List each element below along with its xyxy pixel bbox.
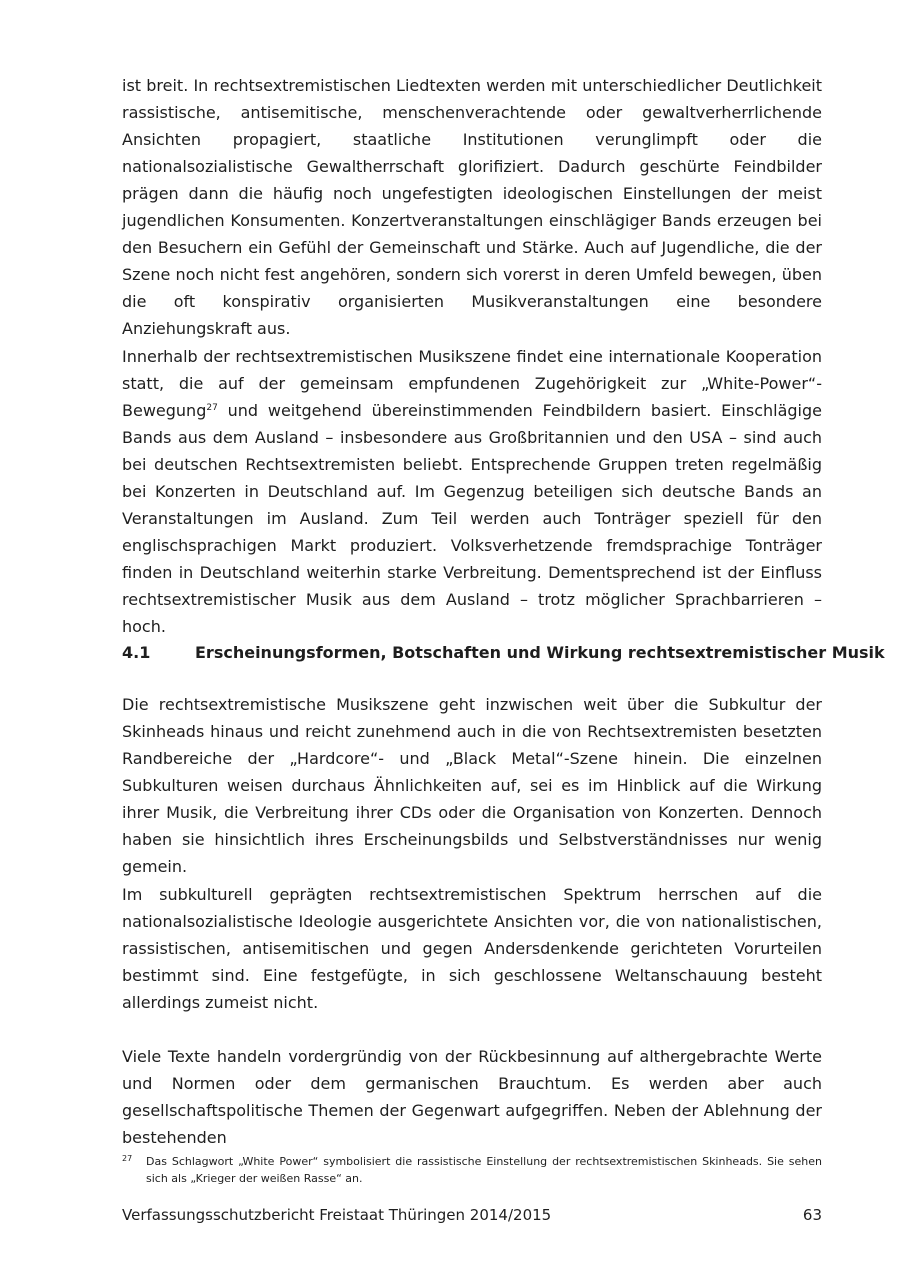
- paragraph-2-part-b: und weitgehend übereinstimmenden Feindbildern basiert. Einschlägige Bands aus dem Ausland – insbesondere aus Großbritannien und den USA – sind auch bei deutschen Rechtsextremisten beliebt. Entsprechende Gruppen treten regelmäßig bei Konzerten in Deutschland auf. Im Gegenzug beteiligen sich deutsche Bands an Veranstaltungen im Ausland. Zum Teil werden auch Tonträger speziell für den englischsprachigen Markt produziert. Volksverhetzende fremdsprachige Tonträger finden in Deutschland weiterhin starke Verbreitung. Dementsprechend ist der Einfluss rechtsextremistischer Musik aus dem Ausland – trotz möglicher Sprachbarrieren – hoch.: [122, 401, 822, 636]
- footnote-reference: 27: [206, 403, 218, 413]
- section-number: 4.1: [122, 643, 151, 662]
- page-number: 63: [802, 1206, 822, 1224]
- section-title: Erscheinungsformen, Botschaften und Wirkung rechtsextremistischer Musik: [195, 643, 885, 662]
- section-heading: [122, 639, 885, 666]
- footnote-text: Das Schlagwort „White Power“ symbolisiert die rassistische Einstellung der rechtsextremistischen Skinheads. Sie sehen sich als „Krieger der weißen Rasse“ an.: [146, 1155, 822, 1185]
- footnote-mark: 27: [122, 1154, 133, 1163]
- paragraph-5: Viele Texte handeln vordergründig von der Rückbesinnung auf althergebrachte Werte und Normen oder dem germanischen Brauchtum. Es werden aber auch gesellschaftspolitische Themen der Gegenwart aufgegriffen. Neben der Ablehnung der bestehenden: [122, 1047, 822, 1147]
- footer-publication: Verfassungsschutzbericht Freistaat Thüringen 2014/2015: [122, 1206, 552, 1224]
- paragraph-3: Die rechtsextremistische Musikszene geht inzwischen weit über die Subkultur der Skinheads hinaus und reicht zunehmend auch in die von Rechtsextremisten besetzten Randbereiche der „Hardcore“- und „Black Metal“-Szene hinein. Die einzelnen Subkulturen weisen durchaus Ähnlichkeiten auf, sei es im Hinblick auf die Wirkung ihrer Musik, die Verbreitung ihrer CDs oder die Organisation von Konzerten. Dennoch haben sie hinsichtlich ihres Erscheinungsbilds und Selbstverständnisses nur wenig gemein.: [122, 695, 822, 876]
- paragraph-4: Im subkulturell geprägten rechtsextremistischen Spektrum herrschen auf die nationalsozialistische Ideologie ausgerichtete Ansichten vor, die von nationalistischen, rassistischen, antisemitischen und gegen Andersdenkende gerichteten Vorurteilen bestimmt sind. Eine festgefügte, in sich geschlossene Weltanschauung besteht allerdings zumeist nicht.: [122, 885, 822, 1012]
- paragraph-2: [122, 343, 822, 640]
- paragraph-1: ist breit. In rechtsextremistischen Liedtexten werden mit unterschiedlicher Deutlichkeit rassistische, antisemitische, menschenverachtende oder gewaltverherrlichende Ansichten propagiert, staatliche Institutionen verunglimpft oder die nationalsozialistische Gewaltherrschaft glorifiziert. Dadurch geschürte Feindbilder prägen dann die häufig noch ungefestigten ideologischen Einstellungen der meist jugendlichen Konsumenten. Konzertveranstaltungen einschlägiger Bands erzeugen bei den Besuchern ein Gefühl der Gemeinschaft und Stärke. Auch auf Jugendliche, die der Szene noch nicht fest angehören, sondern sich vorerst in deren Umfeld bewegen, üben die oft konspirativ organisierten Musikveranstaltungen eine besondere Anziehungskraft aus.: [122, 76, 822, 338]
- paragraph-2-part-a: Innerhalb der rechtsextremistischen Musikszene findet eine internationale Kooperation statt, die auf der gemeinsam empfundenen Zugehörigkeit zur „White-Power“-Bewegung: [122, 347, 822, 420]
